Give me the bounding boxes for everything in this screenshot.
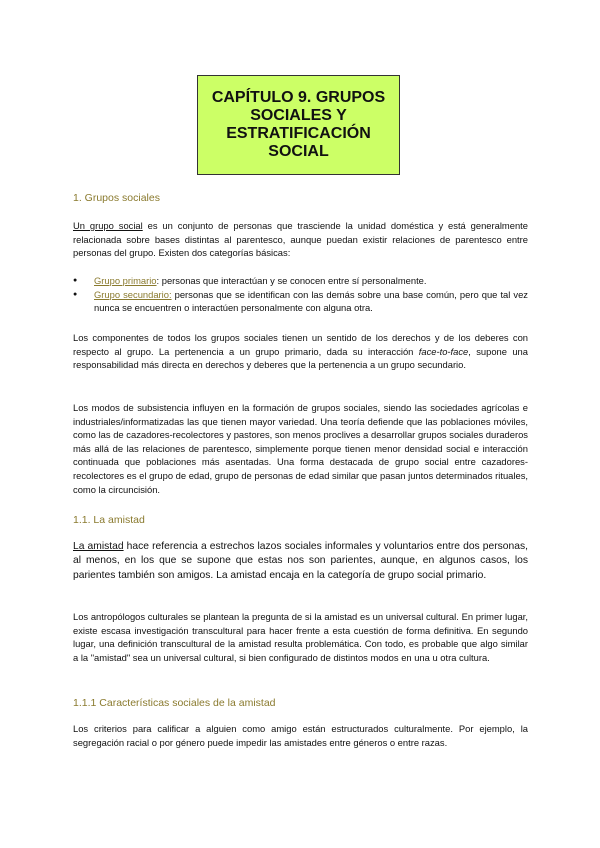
paragraph-text: , supone una responsabilidad más directa en derechos y deberes que la pertenencia a un grupo secundario. (73, 345, 528, 371)
link-grupo-primario[interactable]: Grupo primario (94, 275, 157, 286)
paragraph-text: es un conjunto de personas que trasciende la unidad doméstica y está generalmente relacionada sobre bases distintas al parentesco, aunque puedan existir relaciones de parentesco entre personas del grupo. Existen dos categorías básicas: (73, 220, 528, 259)
paragraph-text: Los componentes de todos los grupos sociales tienen un sentido de los derechos y de los deberes con respecto al grupo. La pertenencia a un grupo primario, dada su interacción (73, 332, 528, 357)
paragraph-antropologos: Los antropólogos culturales se plantean la pregunta de si la amistad es un universal cultural. En primer lugar, existe escasa investigación transcultural para hacer frente a esta cuestión de forma definitiva. En segundo lugar, una definición transcultural de la amistad resulta problemática. Con todo, es probable que algo similar a la "amistad" sea un universal cultural, si bien configurado de distintos modos en una u otra cultura. (73, 611, 528, 663)
section-heading-amistad: 1.1. La amistad (73, 514, 145, 526)
link-grupo-secundario[interactable]: Grupo secundario: (94, 288, 172, 300)
emphasis-face-to-face: face-to-face (418, 345, 469, 357)
list-item (73, 288, 528, 315)
paragraph-amistad (73, 540, 528, 583)
section-heading-caracteristicas: 1.1.1 Características sociales de la amistad (73, 697, 276, 709)
paragraph-text: hace referencia a estrechos lazos sociales informales y voluntarios entre dos personas, al menos, en los que se supone que estas nos son parientes, aunque, en algunos casos, los parientes también son amigos. La amistad encaja en la categoría de grupo social primario. (73, 541, 528, 581)
chapter-title: CAPÍTULO 9. GRUPOS SOCIALES Y ESTRATIFICACIÓN SOCIAL (211, 89, 386, 160)
paragraph-componentes (73, 331, 528, 372)
list-item (73, 274, 528, 288)
chapter-title-box (197, 75, 400, 175)
section-heading-grupos-sociales: 1. Grupos sociales (73, 192, 160, 204)
paragraph-modos-subsistencia: Los modos de subsistencia influyen en la formación de grupos sociales, siendo las sociedades agrícolas e industriales/informatizadas las que tienen mayor variedad. Una teoría defiende que las poblaciones móviles, como las de cazadores-recolectores y pastores, son menos proclives a desarrollar grupos sociales duraderos más allá de las relaciones de parentesco, simplemente porque tienen menor densidad social e interacción continuada que poblaciones más asentadas. Una forma destacada de grupo social entre cazadores-recolectores es el grupo de edad, grupo de personas de edad similar que pasan juntos determinados rituales, como la circuncisión. (73, 402, 528, 495)
term-grupo-social: Un grupo social (73, 220, 143, 231)
list-item-text: : personas que interactúan y se conocen entre sí personalmente. (156, 275, 427, 286)
list-item-text: personas que se identifican con las demás sobre una base común, pero que tal vez nunca se encuentren o interactúen personalmente con alguna otra. (94, 288, 528, 314)
bullet-list-group-types (73, 274, 528, 315)
paragraph-criterios: Los criterios para calificar a alguien como amigo están estructurados culturalmente. Por ejemplo, la segregación racial o por género puede impedir las amistades entre géneros o entre razas. (73, 723, 528, 748)
term-amistad: La amistad (73, 541, 124, 552)
paragraph-grupo-social (73, 219, 528, 260)
